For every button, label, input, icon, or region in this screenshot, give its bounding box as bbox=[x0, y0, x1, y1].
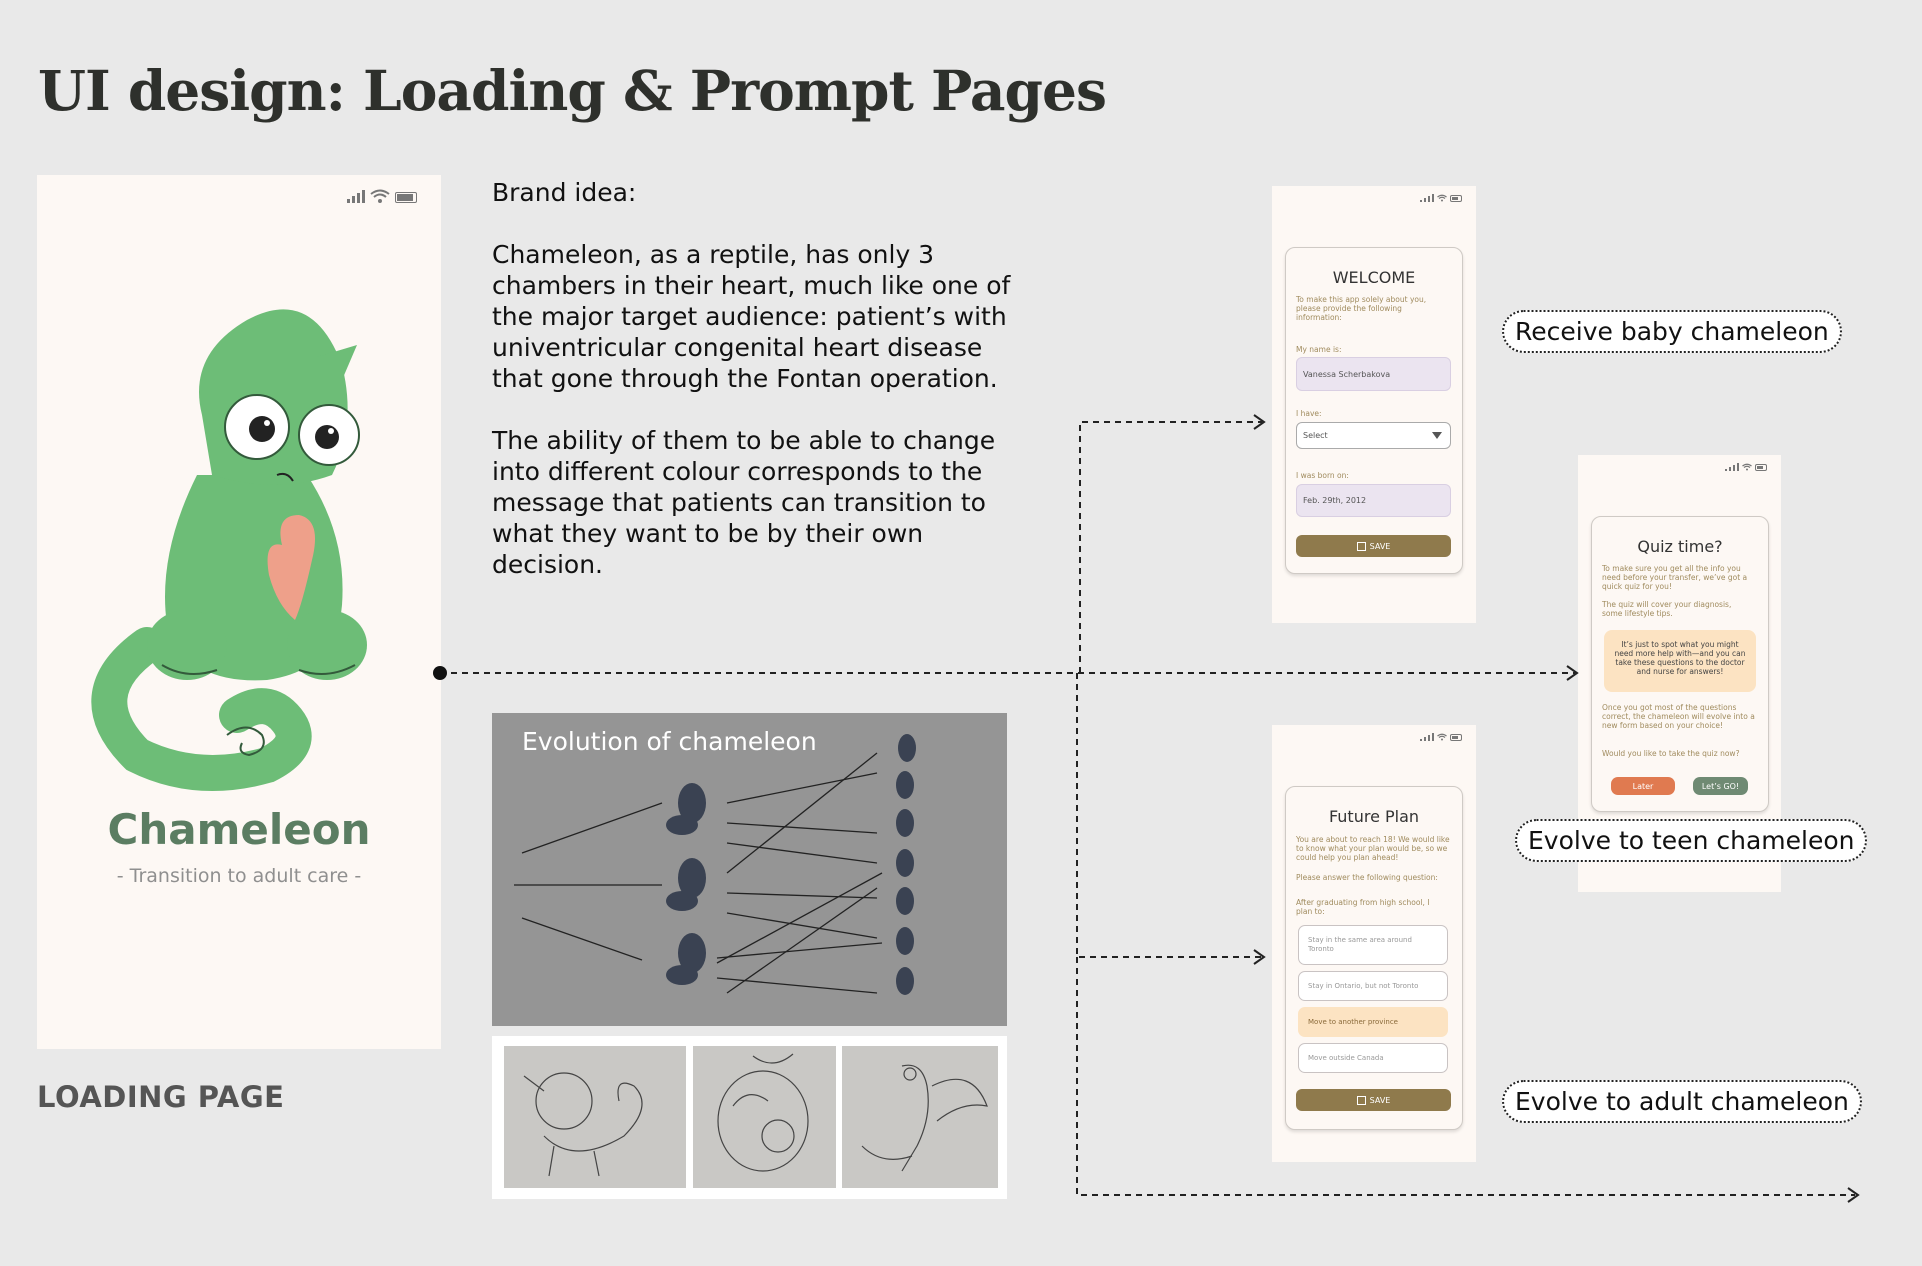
signal-icon bbox=[1725, 463, 1739, 471]
save-icon bbox=[1357, 1096, 1366, 1105]
name-input[interactable]: Vanessa Scherbakova bbox=[1296, 357, 1451, 391]
plan-option-2[interactable]: Stay in Ontario, but not Toronto bbox=[1298, 971, 1448, 1001]
quiz-card bbox=[1591, 516, 1769, 812]
stage-label-baby: Receive baby chameleon bbox=[1502, 310, 1842, 353]
wifi-icon bbox=[1437, 194, 1447, 202]
birthdate-input[interactable]: Feb. 29th, 2012 bbox=[1296, 484, 1451, 517]
condition-select[interactable] bbox=[1296, 422, 1451, 449]
status-bar bbox=[1420, 194, 1462, 202]
signal-icon bbox=[1420, 194, 1434, 202]
status-bar bbox=[1420, 733, 1462, 741]
app-tagline: - Transition to adult care - bbox=[116, 865, 362, 887]
wifi-icon bbox=[1437, 733, 1447, 741]
battery-icon bbox=[1450, 734, 1462, 741]
save-button[interactable] bbox=[1296, 535, 1451, 557]
status-bar bbox=[1725, 463, 1767, 471]
quiz-note-text: It’s just to spot what you might need more help with—and you can take these questions to the doctor and nurse for answers! bbox=[1614, 640, 1746, 676]
brand-idea-text bbox=[492, 177, 1012, 611]
quiz-title: Quiz time? bbox=[1637, 537, 1723, 556]
save-button-label: SAVE bbox=[1369, 1095, 1391, 1105]
sketch-image-1 bbox=[504, 1046, 686, 1188]
welcome-card bbox=[1285, 247, 1463, 574]
loading-page-mockup bbox=[37, 175, 441, 1049]
quiz-cover-text: The quiz will cover your diagnosis, some lifestyle tips. bbox=[1602, 600, 1732, 618]
quiz-intro: To make sure you get all the info you need before your transfer, we’ve got a quick quiz for you! bbox=[1602, 564, 1748, 591]
quiz-note-box bbox=[1604, 630, 1756, 692]
sketch-image-3 bbox=[842, 1046, 998, 1188]
plan-option-4[interactable]: Move outside Canada bbox=[1298, 1043, 1448, 1073]
future-plan-intro: You are about to reach 18! We would like to know what your plan would be, so we could help you plan ahead! bbox=[1296, 835, 1450, 862]
lets-go-button[interactable]: Let’s GO! bbox=[1693, 777, 1748, 795]
evolution-diagram bbox=[492, 713, 1007, 1026]
battery-icon bbox=[1450, 195, 1462, 202]
born-label: I was born on: bbox=[1296, 471, 1349, 480]
page-title: UI design: Loading & Prompt Pages bbox=[38, 58, 1106, 123]
battery-icon bbox=[1755, 464, 1767, 471]
evolution-title: Evolution of chameleon bbox=[522, 727, 817, 756]
app-name: Chameleon bbox=[107, 805, 371, 854]
save-button-label: SAVE bbox=[1369, 541, 1391, 551]
loading-page-caption: LOADING PAGE bbox=[37, 1080, 285, 1114]
future-plan-question: After graduating from high school, I plan to: bbox=[1296, 898, 1430, 916]
concept-sketches bbox=[492, 1036, 1007, 1199]
evolution-arrows-illustration bbox=[492, 713, 1007, 1026]
welcome-intro: To make this app solely about you, please provide the following information: bbox=[1296, 295, 1427, 322]
quiz-evolve-text: Once you got most of the questions correct, the chameleon will evolve into a new form based on your choice! bbox=[1602, 703, 1755, 730]
save-button[interactable] bbox=[1296, 1089, 1451, 1111]
save-icon bbox=[1357, 542, 1366, 551]
sketch-image-2 bbox=[693, 1046, 836, 1188]
quiz-ask-text: Would you like to take the quiz now? bbox=[1602, 749, 1740, 758]
plan-option-3-selected[interactable]: Move to another province bbox=[1298, 1007, 1448, 1037]
later-button[interactable]: Later bbox=[1611, 777, 1675, 795]
signal-icon bbox=[1420, 733, 1434, 741]
name-label: My name is: bbox=[1296, 345, 1342, 354]
brand-paragraph-1: Chameleon, as a reptile, has only 3 chambers in their heart, much like one of the major target audience: patient’s with univentricular congenital heart disease that gone through the Fontan operation. bbox=[492, 240, 1011, 393]
stage-label-adult: Evolve to adult chameleon bbox=[1502, 1080, 1862, 1123]
condition-select-value: Select bbox=[1303, 431, 1328, 440]
chameleon-mascot-illustration bbox=[37, 175, 441, 795]
welcome-form-mockup bbox=[1272, 186, 1476, 623]
stage-label-teen: Evolve to teen chameleon bbox=[1515, 819, 1867, 862]
welcome-title: WELCOME bbox=[1332, 268, 1416, 287]
chevron-down-icon bbox=[1432, 432, 1442, 439]
future-plan-title: Future Plan bbox=[1328, 807, 1420, 826]
plan-option-1[interactable]: Stay in the same area around Toronto bbox=[1298, 925, 1448, 965]
future-plan-card bbox=[1285, 786, 1463, 1130]
have-label: I have: bbox=[1296, 409, 1322, 418]
brand-paragraph-2: The ability of them to be able to change into different colour corresponds to the message that patients can transition to what they want to be by their own decision. bbox=[492, 426, 996, 579]
wifi-icon bbox=[1742, 463, 1752, 471]
brand-heading: Brand idea: bbox=[492, 178, 637, 207]
future-plan-instruction: Please answer the following question: bbox=[1296, 873, 1438, 882]
future-plan-mockup bbox=[1272, 725, 1476, 1162]
